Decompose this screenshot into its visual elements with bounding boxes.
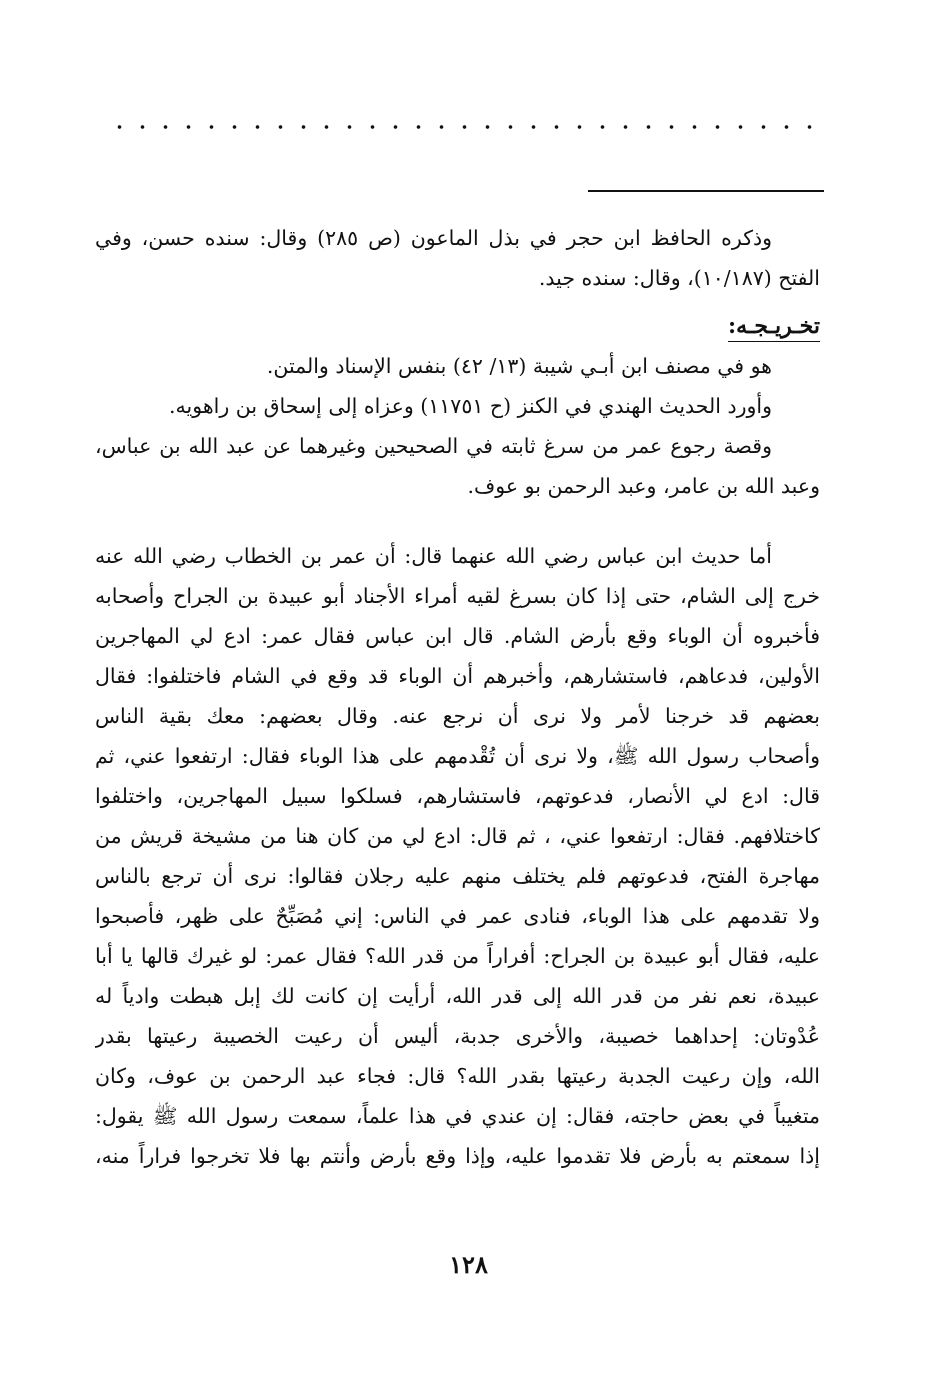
- page-number: ١٢٨: [449, 1250, 488, 1279]
- hadith-line: أما حديث ابن عباس رضي الله عنهما قال: أن عمر بن الخطاب رضي الله عنه: [95, 544, 772, 568]
- takhrij-paragraph-line: وعبد الله بن عامر، وعبد الرحمن بو عوف.: [467, 474, 820, 498]
- hadith-line: عليه، فقال أبو عبيدة بن الجراح: أفراراً من قدر الله؟ فقال عمر: لو غيرك قالها يا أبا: [95, 944, 820, 968]
- footnote-line: وذكره الحافظ ابن حجر في بذل الماعون (ص ٢٨٥) وقال: سنده حسن، وفي: [95, 226, 772, 250]
- takhrij-paragraph-line: هو في مصنف ابن أبـي شيبة (١٣/ ٤٢) بنفس الإسناد والمتن.: [266, 354, 772, 378]
- hadith-line: متغيباً في بعض حاجته، فقال: إن عندي في هذا علماً، سمعت رسول الله ﷺ يقول:: [95, 1104, 820, 1128]
- hadith-line: الأولين، فدعاهم، فاستشارهم، وأخبرهم أن الوباء قد وقع في الشام فاختلفوا: فقال: [95, 664, 820, 688]
- hadith-line: ولا تقدمهم على هذا الوباء، فنادى عمر في الناس: إني مُصَبِّحٌ على ظهر، فأصبحوا: [95, 904, 820, 928]
- hadith-line: بعضهم قد خرجنا لأمر ولا نرى أن نرجع عنه. وقال بعضهم: معك بقية الناس: [95, 704, 820, 728]
- hadith-line: مهاجرة الفتح، فدعوتهم فلم يختلف منهم عليه رجلان فقالوا: نرى أن ترجع بالناس: [95, 864, 820, 888]
- hadith-line: عُدْوتان: إحداهما خصيبة، والأخرى جدبة، أليس أن رعيت الخصيبة رعيتها بقدر: [95, 1024, 820, 1048]
- takhrij-heading-text: تخـريـجـه:: [728, 313, 820, 342]
- footnote-rule: [588, 190, 824, 192]
- hadith-line: كاختلافهم. فقال: ارتفعوا عني، ، ثم قال: ادع لي من كان هنا من مشيخة قريش من: [95, 824, 820, 848]
- takhrij-paragraph-line: وأورد الحديث الهندي في الكنز (ح ١١٧٥١) وعزاه إلى إسحاق بن راهويه.: [169, 394, 772, 418]
- footnote-block: [95, 218, 820, 298]
- hadith-line: إذا سمعتم به بأرض فلا تقدموا عليه، وإذا وقع بأرض وأنتم بها فلا تخرجوا فراراً منه،: [95, 1144, 820, 1168]
- takhrij-paragraph-line: وقصة رجوع عمر من سرغ ثابته في الصحيحين وغيرهما عن عبد الله بن عباس،: [95, 434, 772, 458]
- takhrij-heading: [95, 306, 820, 346]
- takhrij-section: [95, 306, 820, 506]
- hadith-line: قال: ادع لي الأنصار، فدعوتهم، فاستشارهم، فسلكوا سبيل المهاجرين، واختلفوا: [95, 784, 820, 808]
- footnote-line: الفتح (١٠/١٨٧)، وقال: سنده جيد.: [538, 266, 820, 290]
- hadith-text: [95, 536, 820, 1176]
- hadith-line: عبيدة، نعم نفر من قدر الله إلى قدر الله، أرأيت إن كانت لك إبل هبطت وادياً له: [95, 984, 820, 1008]
- dotted-separator: [108, 122, 820, 132]
- hadith-line: الله، وإن رعيت الجدبة رعيتها بقدر الله؟ قال: فجاء عبد الرحمن بن عوف، وكان: [95, 1064, 820, 1088]
- hadith-line: وأصحاب رسول الله ﷺ، ولا نرى أن تُقْدمهم على هذا الوباء فقال: ارتفعوا عني، ثم: [95, 744, 820, 768]
- hadith-line: فأخبروه أن الوباء وقع بأرض الشام. قال ابن عباس فقال عمر: ادع لي المهاجرين: [95, 624, 820, 648]
- hadith-line: خرج إلى الشام، حتى إذا كان بسرغ لقيه أمراء الأجناد أبو عبيدة بن الجراح وأصحابه: [95, 584, 820, 608]
